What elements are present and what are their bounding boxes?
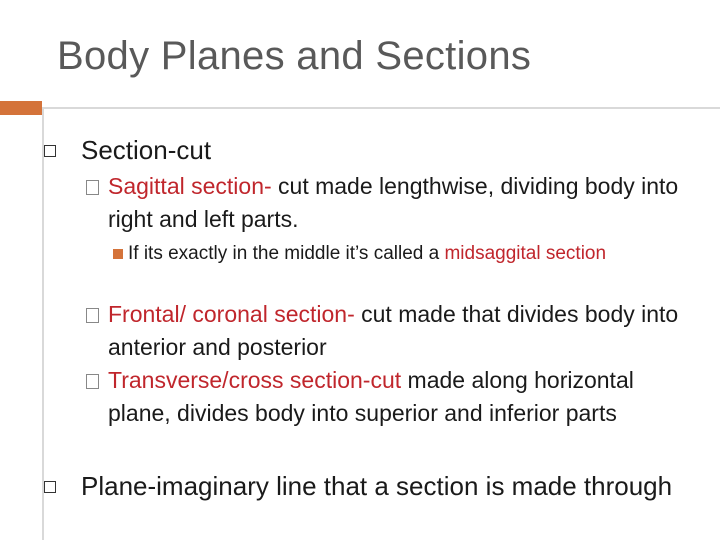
bullet-sagittal bbox=[108, 170, 688, 236]
box-bullet-icon bbox=[86, 170, 103, 203]
transverse-term: Transverse/cross section-cut bbox=[108, 367, 402, 393]
sagittal-term: Sagittal section- bbox=[108, 173, 272, 199]
filled-square-bullet-icon bbox=[113, 249, 123, 259]
frontal-description: cut made that divides body into anterior and posterior bbox=[108, 301, 679, 360]
box-bullet-icon bbox=[86, 364, 103, 397]
bullet-frontal bbox=[108, 298, 688, 364]
bullet-midsagittal bbox=[128, 240, 668, 268]
square-bullet-icon bbox=[44, 481, 56, 493]
box-bullet-icon bbox=[86, 298, 103, 331]
bullet-transverse bbox=[108, 364, 688, 430]
title-accent-bar bbox=[0, 101, 42, 115]
bullet-section-cut: Section-cut bbox=[81, 135, 212, 165]
square-bullet-icon bbox=[44, 145, 56, 157]
bullet-plane: Plane-imaginary line that a section is made through bbox=[81, 471, 673, 501]
frontal-term: Frontal/ coronal section- bbox=[108, 301, 355, 327]
midsagittal-term: midsaggital section bbox=[444, 243, 607, 264]
title-divider bbox=[42, 107, 720, 109]
left-divider bbox=[42, 109, 44, 540]
transverse-description: made along horizontal plane, divides body into superior and inferior parts bbox=[108, 367, 634, 426]
midsagittal-description: If its exactly in the middle it’s called a bbox=[128, 243, 445, 264]
sagittal-description: cut made lengthwise, dividing body into right and left parts. bbox=[108, 173, 679, 232]
slide-title: Body Planes and Sections bbox=[57, 34, 532, 78]
